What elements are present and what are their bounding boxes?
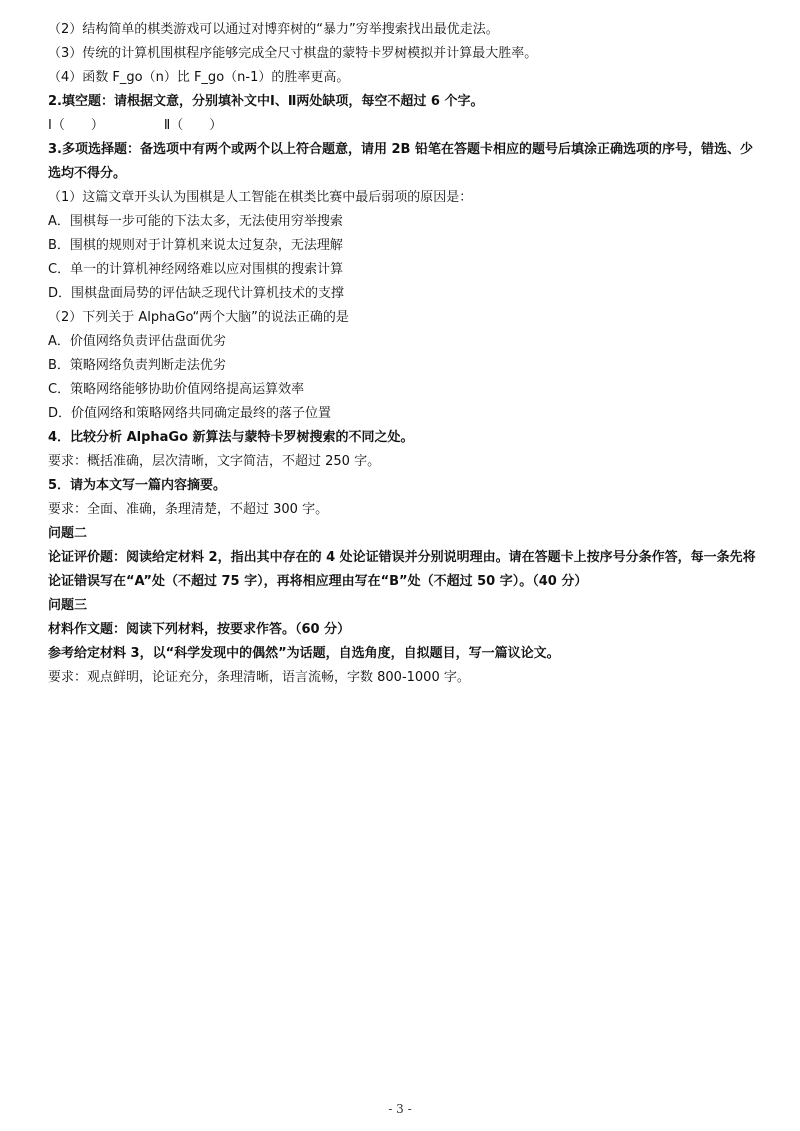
statement-3: （3）传统的计算机围棋程序能够完成全尺寸棋盘的蒙特卡罗树模拟并计算最大胜率。 — [48, 46, 538, 61]
option-3-2-c: C．策略网络能够协助价值网络提高运算效率 — [48, 382, 305, 397]
question-3-multiple-choice: 3.多项选择题：备选项中有两个或两个以上符合题意，请用 2B 铅笔在答题卡相应的题号后填涂正确选项的序号，错选、少选均不得分。 — [48, 142, 753, 181]
page-number: - 3 - — [388, 1102, 412, 1116]
statement-2: （2）结构简单的棋类游戏可以通过对博弈树的“暴力”穷举搜索找出最优走法。 — [48, 22, 499, 37]
option-3-1-d: D．围棋盘面局势的评估缺乏现代计算机技术的支撑 — [48, 286, 345, 301]
question-4: 4．比较分析 AlphaGo 新算法与蒙特卡罗树搜索的不同之处。 — [48, 430, 414, 445]
option-3-2-d: D．价值网络和策略网络共同确定最终的落子位置 — [48, 406, 332, 421]
blank-row — [48, 114, 760, 138]
option-3-1-b: B．围棋的规则对于计算机来说太过复杂，无法理解 — [48, 238, 343, 253]
option-3-2-a: A．价值网络负责评估盘面优劣 — [48, 334, 226, 349]
question-3-2: （2）下列关于 AlphaGo“两个大脑”的说法正确的是 — [48, 310, 349, 325]
problem-3-body: 材料作文题：阅读下列材料，按要求作答。（60 分） — [48, 622, 351, 637]
problem-3-reference: 参考给定材料 3，以“科学发现中的偶然”为话题，自选角度，自拟题目，写一篇议论文。 — [48, 646, 560, 661]
problem-3-requirement: 要求：观点鲜明，论证充分，条理清晰，语言流畅，字数 800-1000 字。 — [48, 670, 470, 685]
option-3-1-c: C．单一的计算机神经网络难以应对围棋的搜索计算 — [48, 262, 344, 277]
problem-3-title: 问题三 — [48, 598, 88, 613]
question-2-fill-blank: 2.填空题：请根据文意，分别填补文中Ⅰ、Ⅱ两处缺项，每空不超过 6 个字。 — [48, 94, 484, 109]
option-3-2-b: B．策略网络负责判断走法优劣 — [48, 358, 226, 373]
question-4-requirement: 要求：概括准确，层次清晰，文字简洁，不超过 250 字。 — [48, 454, 381, 469]
option-3-1-a: A．围棋每一步可能的下法太多，无法使用穷举搜索 — [48, 214, 343, 229]
blank-1: Ⅰ（ ） — [48, 118, 104, 133]
document-content — [48, 18, 760, 690]
problem-2-body: 论证评价题：阅读给定材料 2，指出其中存在的 4 处论证错误并分别说明理由。请在答题卡上按序号分条作答，每一条先将论证错误写在“A”处（不超过 75 字），再将相应理由写在“B”处（不超过 50 字）。（40 分） — [48, 550, 756, 589]
question-3-1: （1）这篇文章开头认为围棋是人工智能在棋类比赛中最后弱项的原因是： — [48, 190, 473, 205]
question-5: 5．请为本文写一篇内容摘要。 — [48, 478, 227, 493]
blank-2: Ⅱ（ ） — [163, 118, 223, 133]
problem-2-title: 问题二 — [48, 526, 88, 541]
question-5-requirement: 要求：全面、准确，条理清楚，不超过 300 字。 — [48, 502, 329, 517]
statement-4: （4）函数 F_go（n）比 F_go（n-1）的胜率更高。 — [48, 70, 350, 85]
